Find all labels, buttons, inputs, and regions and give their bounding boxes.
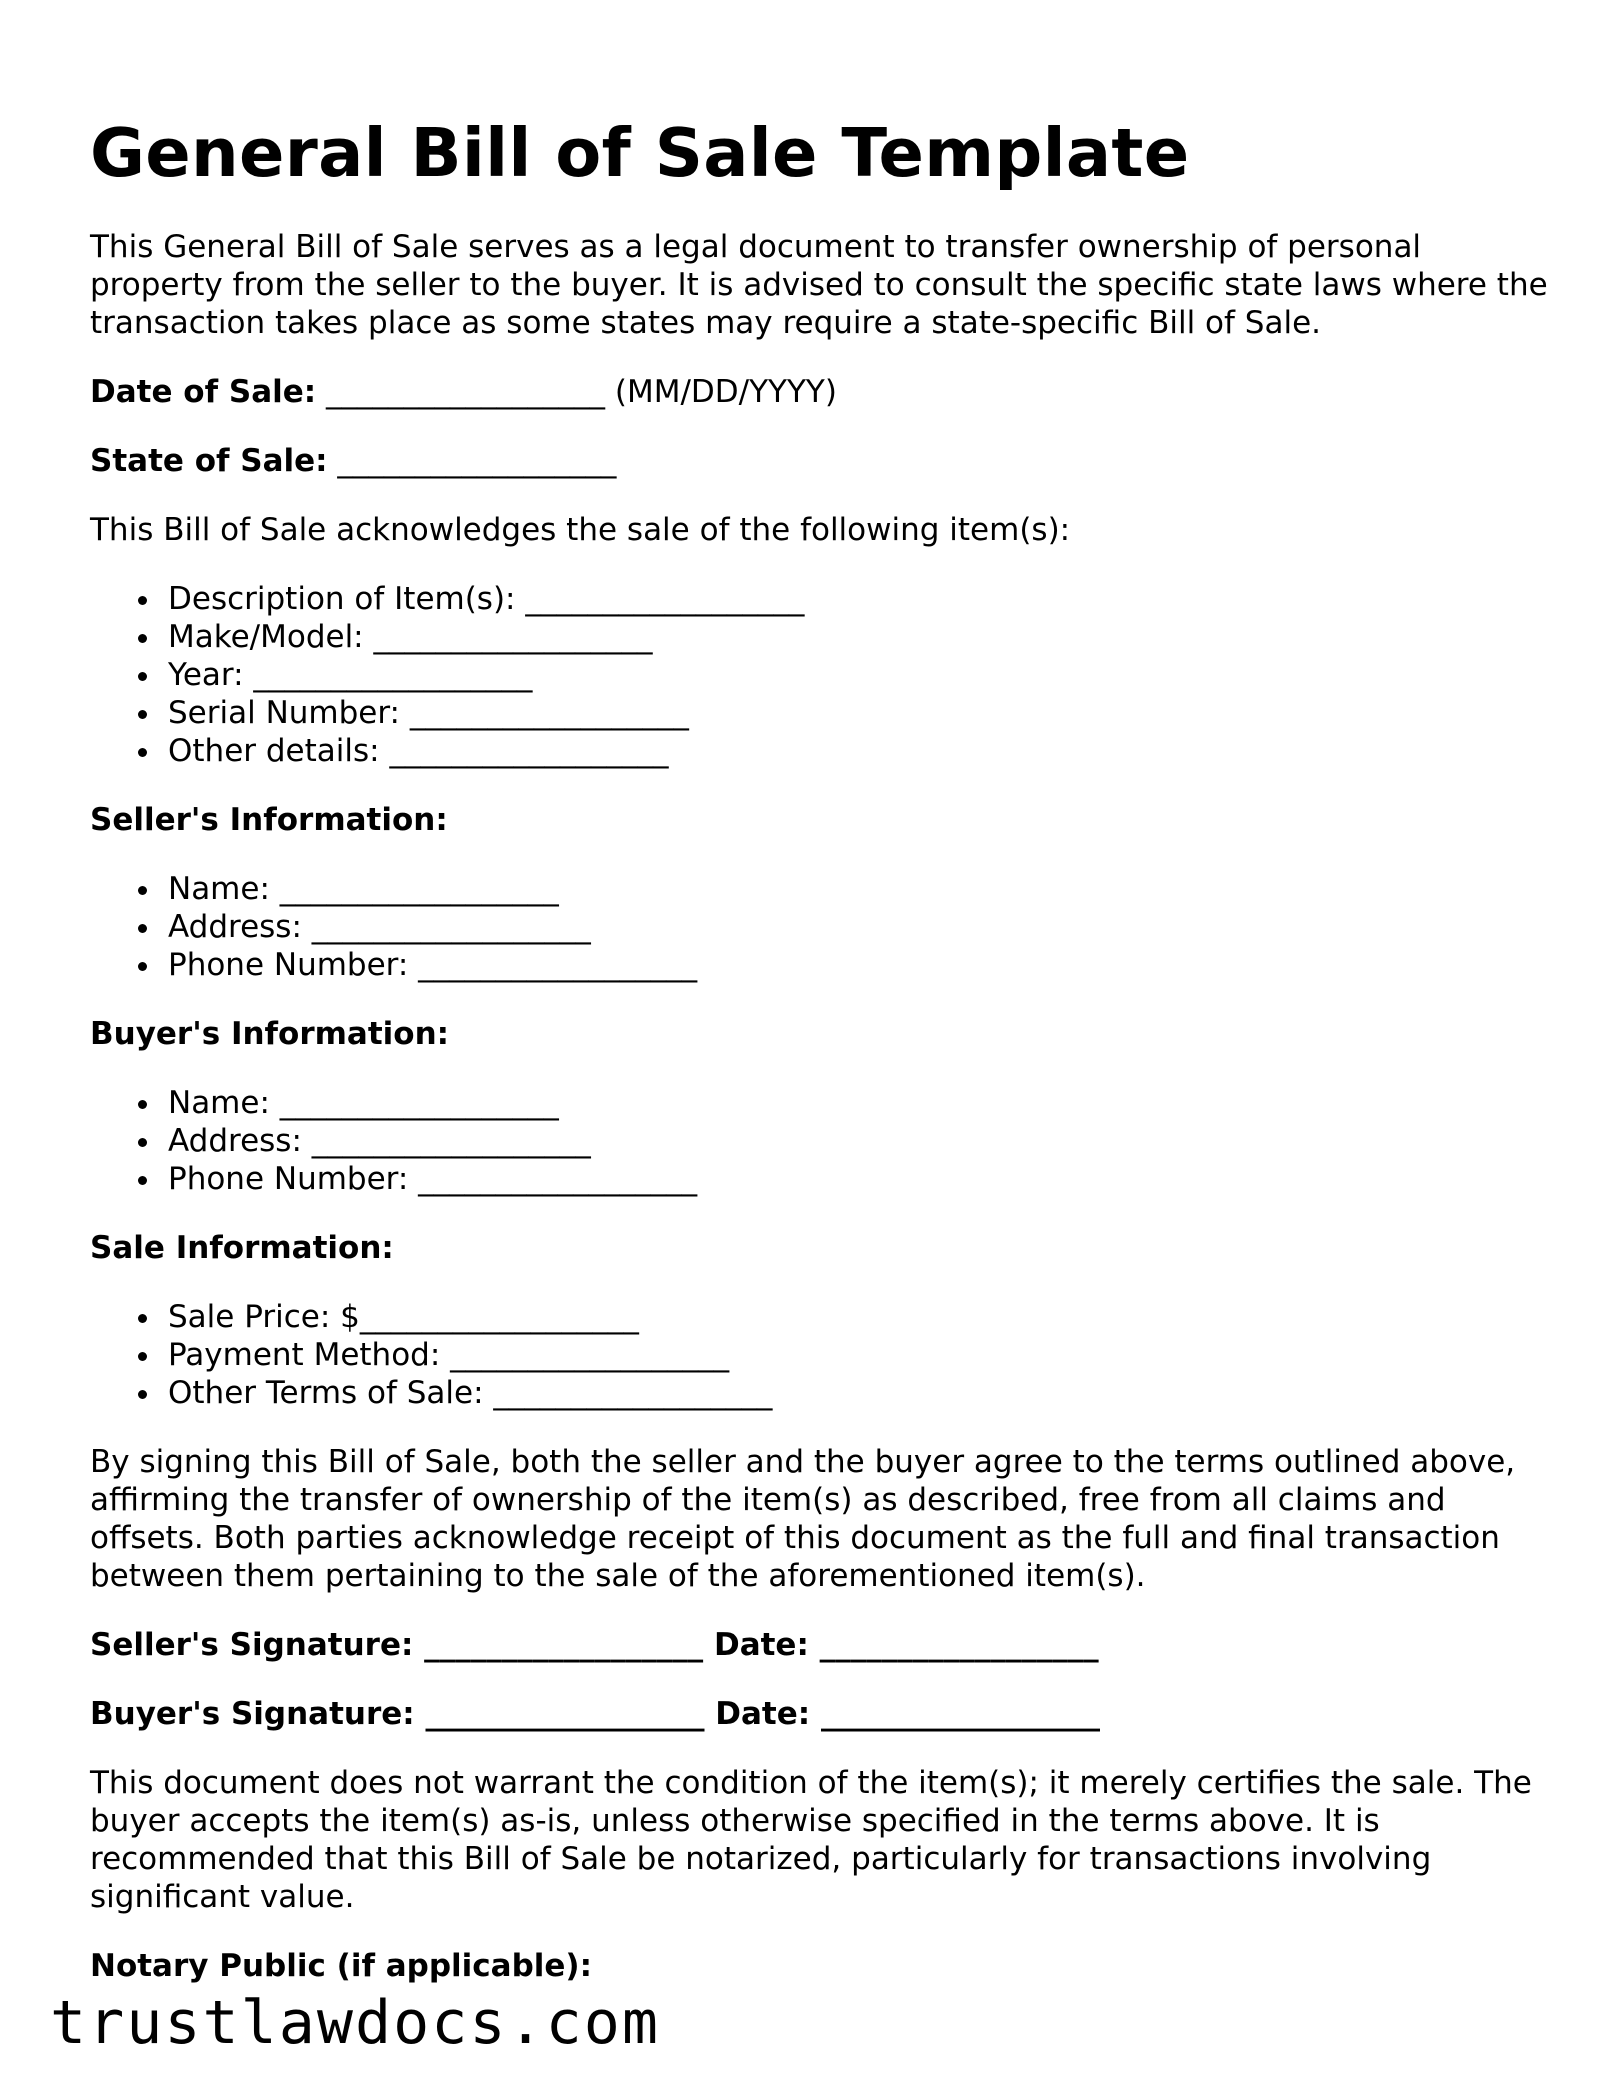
seller-phone-field[interactable]: Phone Number: __________________ <box>168 946 1550 984</box>
other-terms-field[interactable]: Other Terms of Sale: __________________ <box>168 1374 1550 1412</box>
sale-price-field[interactable]: Sale Price: $__________________ <box>168 1298 1550 1336</box>
buyer-info-list <box>90 1084 1550 1198</box>
state-of-sale-line <box>90 442 1550 480</box>
buyer-address-field[interactable]: Address: __________________ <box>168 1122 1550 1160</box>
agreement-paragraph: By signing this Bill of Sale, both the seller and the buyer agree to the terms outlined above, affirming the transfer of ownership of the item(s) as described, free from all claims and offsets. Both parties acknowledge receipt of this document as the full and final transaction between them pertaining to the sale of the aforementioned item(s). <box>90 1444 1516 1594</box>
buyer-signature-line[interactable]: Buyer's Signature: __________________ Date: __________________ <box>90 1696 1100 1732</box>
items-list <box>90 580 1550 770</box>
buyer-info-heading: Buyer's Information: <box>90 1016 450 1052</box>
item-other-details-field[interactable]: Other details: __________________ <box>168 732 1550 770</box>
date-of-sale-label: Date of Sale: <box>90 374 317 410</box>
state-of-sale-label: State of Sale: <box>90 443 328 479</box>
notary-heading: Notary Public (if applicable): <box>90 1948 592 1984</box>
date-of-sale-line <box>90 373 1550 411</box>
seller-signature-line[interactable]: Seller's Signature: __________________ Date: __________________ <box>90 1627 1099 1663</box>
document-title: General Bill of Sale Template <box>90 114 1190 192</box>
date-of-sale-blank[interactable]: __________________ <box>316 374 615 410</box>
sale-info-list <box>90 1298 1550 1412</box>
seller-name-field[interactable]: Name: __________________ <box>168 870 1550 908</box>
seller-info-list <box>90 870 1550 984</box>
item-description-field[interactable]: Description of Item(s): __________________ <box>168 580 1550 618</box>
document-page <box>90 110 1550 1985</box>
items-lead-text: This Bill of Sale acknowledges the sale of the following item(s): <box>90 512 1071 548</box>
date-format-hint: (MM/DD/YYYY) <box>614 374 837 410</box>
intro-paragraph: This General Bill of Sale serves as a legal document to transfer ownership of personal property from the seller to the buyer. It is advised to consult the specific state laws where the transaction takes place as some states may require a state-specific Bill of Sale. <box>90 229 1548 341</box>
buyer-phone-field[interactable]: Phone Number: __________________ <box>168 1160 1550 1198</box>
state-of-sale-blank[interactable]: __________________ <box>327 443 617 479</box>
item-year-field[interactable]: Year: __________________ <box>168 656 1550 694</box>
sale-info-heading: Sale Information: <box>90 1230 394 1266</box>
seller-info-heading: Seller's Information: <box>90 802 448 838</box>
disclaimer-paragraph: This document does not warrant the condition of the item(s); it merely certifies the sale. The buyer accepts the item(s) as-is, unless otherwise specified in the terms above. It is recommended that this Bill of Sale be notarized, particularly for transactions involving significant value. <box>90 1765 1532 1915</box>
payment-method-field[interactable]: Payment Method: __________________ <box>168 1336 1550 1374</box>
seller-address-field[interactable]: Address: __________________ <box>168 908 1550 946</box>
item-serial-number-field[interactable]: Serial Number: __________________ <box>168 694 1550 732</box>
site-watermark: trustlawdocs.com <box>50 1988 660 2058</box>
item-make-model-field[interactable]: Make/Model: __________________ <box>168 618 1550 656</box>
buyer-name-field[interactable]: Name: __________________ <box>168 1084 1550 1122</box>
